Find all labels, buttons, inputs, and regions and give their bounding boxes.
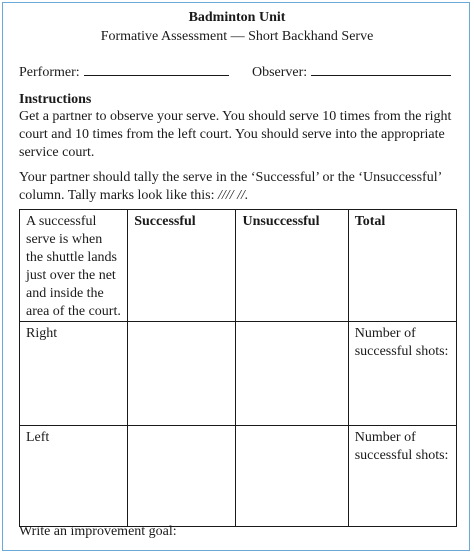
tally-example: //// //. [218, 188, 249, 203]
performer-label: Performer: [19, 65, 80, 80]
observer-field[interactable] [252, 63, 451, 81]
tally-instructions [19, 169, 457, 205]
performer-blank-line[interactable] [84, 63, 229, 76]
tally-instructions-text: Your partner should tally the serve in the ‘Successful’ or the ‘Unsuccessful’ column. Tally marks look like this: [19, 170, 442, 203]
unsuccessful-header: Unsuccessful [236, 210, 348, 322]
instructions-heading: Instructions [19, 92, 92, 107]
tally-table [19, 209, 457, 527]
instructions-paragraph: Get a partner to observe your serve. You should serve 10 times from the right court and 10 times from the left court. You should serve into the appropriate service court. [19, 109, 452, 160]
unit-title: Badminton Unit [188, 10, 286, 25]
row-label-left: Left [20, 426, 128, 527]
table-row-left [20, 426, 457, 527]
table-header-row [20, 210, 457, 322]
right-unsuccessful-cell[interactable] [236, 322, 348, 426]
observer-blank-line[interactable] [311, 63, 451, 76]
successful-header: Successful [128, 210, 236, 322]
table-row-right [20, 322, 457, 426]
observer-label: Observer: [252, 65, 308, 80]
right-successful-cell[interactable] [128, 322, 236, 426]
total-header: Total [348, 210, 456, 322]
improvement-goal-label: Write an improvement goal: [19, 524, 177, 539]
row-label-right: Right [20, 322, 128, 426]
left-unsuccessful-cell[interactable] [236, 426, 348, 527]
left-total-cell[interactable]: Number of successful shots: [348, 426, 456, 527]
performer-field[interactable] [19, 63, 229, 81]
assessment-subtitle: Formative Assessment — Short Backhand Serve [100, 29, 374, 44]
criteria-cell: A successful serve is when the shuttle lands just over the net and inside the area of the court. [20, 210, 128, 322]
left-successful-cell[interactable] [128, 426, 236, 527]
right-total-cell[interactable]: Number of successful shots: [348, 322, 456, 426]
